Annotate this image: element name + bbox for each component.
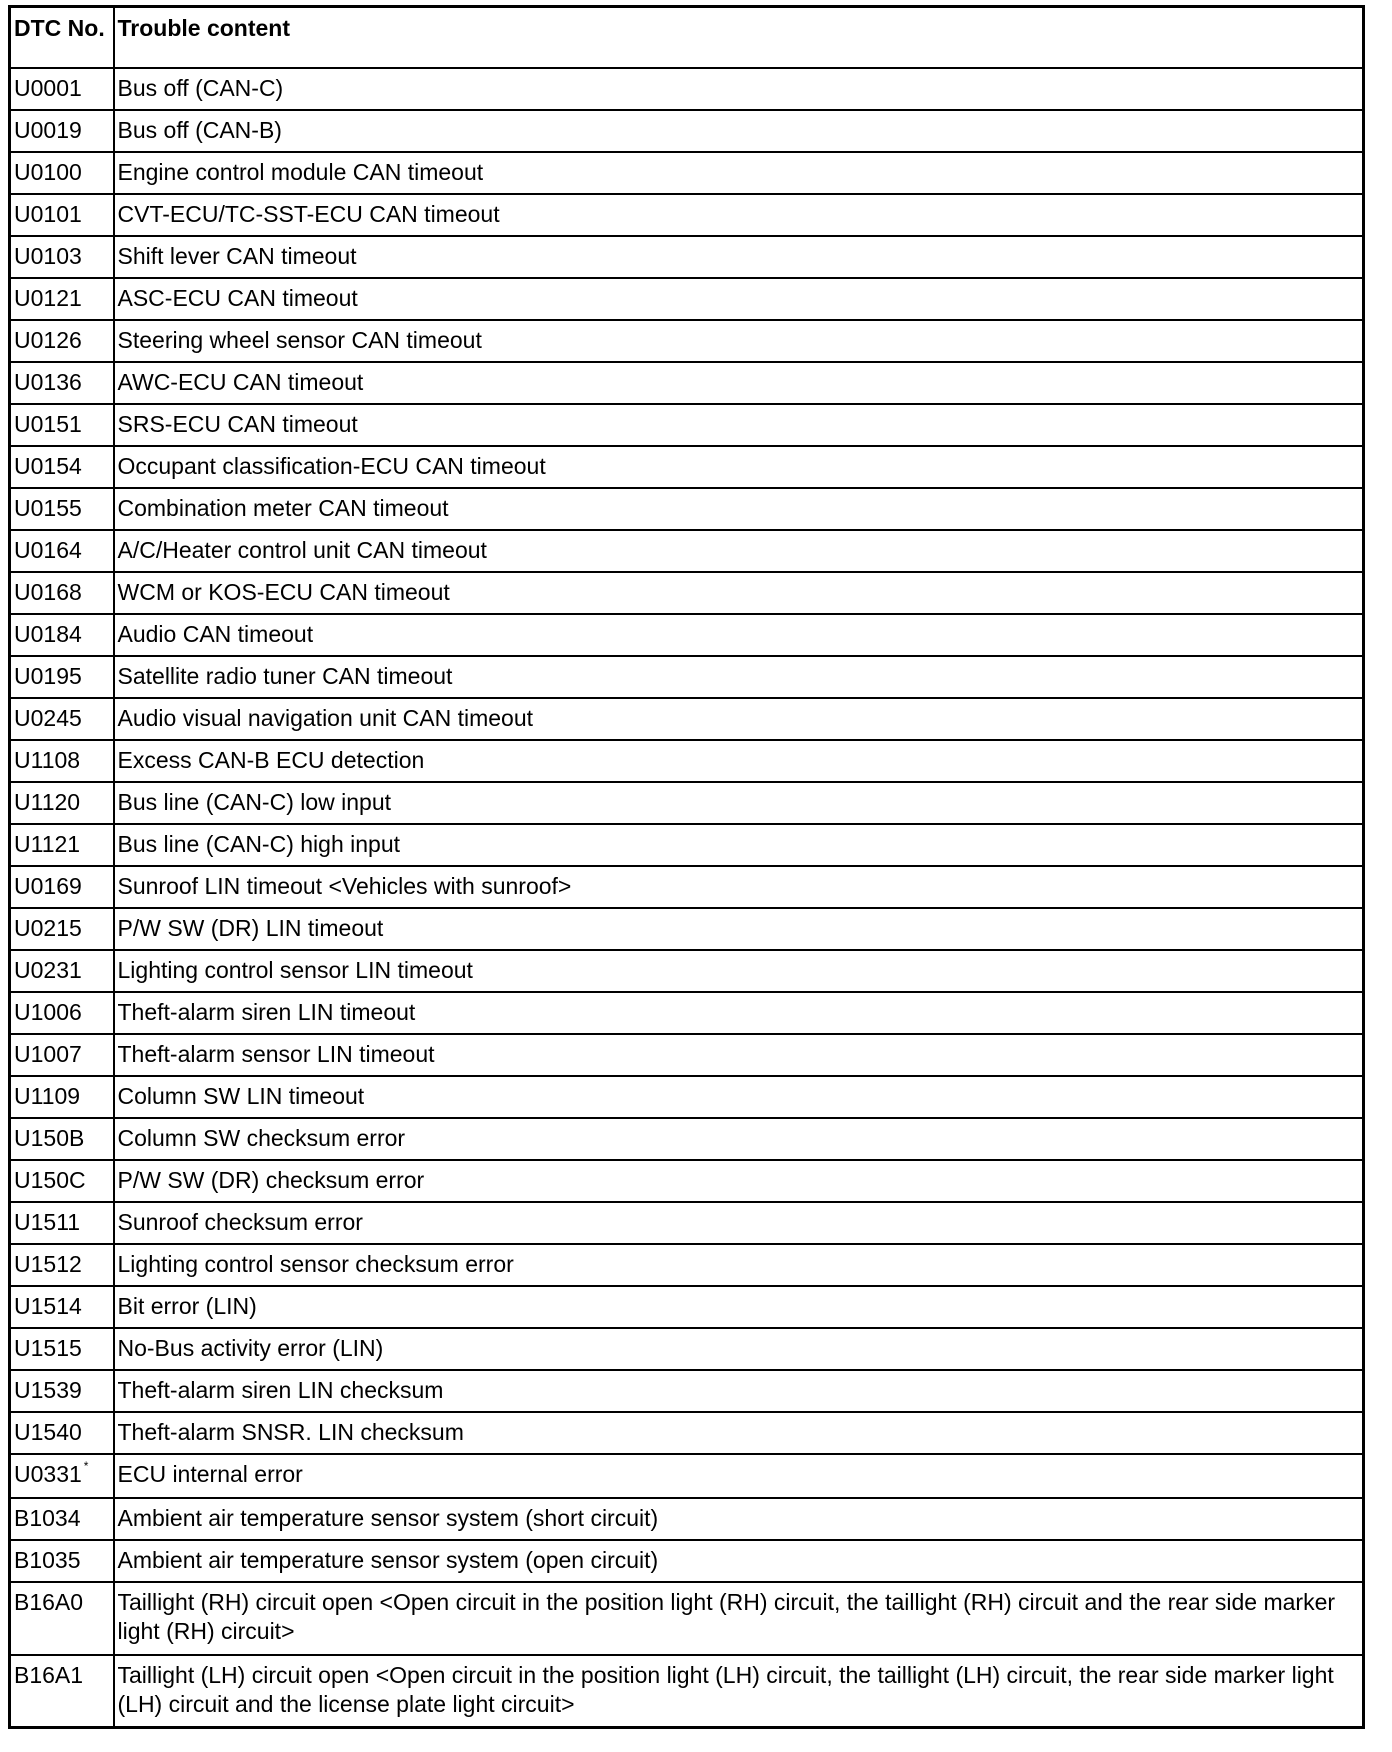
dtc-code: U1120 <box>14 788 81 815</box>
dtc-code-cell <box>10 1412 114 1454</box>
dtc-code-cell <box>10 782 114 824</box>
table-row <box>10 992 1364 1034</box>
dtc-code-cell <box>10 110 114 152</box>
table-row <box>10 278 1364 320</box>
dtc-code: U1109 <box>14 1082 81 1109</box>
dtc-code-cell <box>10 572 114 614</box>
dtc-code-cell <box>10 1034 114 1076</box>
dtc-code-cell <box>10 1370 114 1412</box>
dtc-code-cell <box>10 320 114 362</box>
header-trouble-content: Trouble content <box>114 7 1364 68</box>
trouble-content-cell: ECU internal error <box>114 1454 1364 1498</box>
trouble-content-cell: Engine control module CAN timeout <box>114 152 1364 194</box>
dtc-code: U1007 <box>14 1040 82 1067</box>
dtc-code-cell <box>10 614 114 656</box>
table-row <box>10 236 1364 278</box>
dtc-code-cell <box>10 992 114 1034</box>
table-row <box>10 1370 1364 1412</box>
dtc-code-cell <box>10 362 114 404</box>
dtc-code: U0215 <box>14 914 82 941</box>
dtc-code: U0100 <box>14 158 82 185</box>
table-row <box>10 1034 1364 1076</box>
trouble-content-cell: Steering wheel sensor CAN timeout <box>114 320 1364 362</box>
trouble-content-cell: Audio visual navigation unit CAN timeout <box>114 698 1364 740</box>
table-row <box>10 950 1364 992</box>
table-row <box>10 194 1364 236</box>
trouble-content-cell: No-Bus activity error (LIN) <box>114 1328 1364 1370</box>
dtc-code-cell <box>10 656 114 698</box>
dtc-code-cell <box>10 950 114 992</box>
table-row <box>10 488 1364 530</box>
trouble-content-cell: Excess CAN-B ECU detection <box>114 740 1364 782</box>
table-row <box>10 1498 1364 1540</box>
dtc-code: B1034 <box>14 1504 81 1531</box>
table-row <box>10 698 1364 740</box>
trouble-content-cell: Bus line (CAN-C) high input <box>114 824 1364 866</box>
dtc-code: B16A1 <box>14 1661 84 1688</box>
table-row <box>10 152 1364 194</box>
dtc-code-cell <box>10 1160 114 1202</box>
table-row <box>10 320 1364 362</box>
dtc-code: B16A0 <box>14 1588 84 1615</box>
table-row <box>10 1412 1364 1454</box>
dtc-code: U0154 <box>14 452 82 479</box>
dtc-code: U0168 <box>14 578 82 605</box>
table-row <box>10 1582 1364 1655</box>
trouble-content-cell: Satellite radio tuner CAN timeout <box>114 656 1364 698</box>
dtc-code: U0103 <box>14 242 82 269</box>
trouble-content-cell: Theft-alarm siren LIN timeout <box>114 992 1364 1034</box>
table-row <box>10 1076 1364 1118</box>
trouble-content-cell: Theft-alarm SNSR. LIN checksum <box>114 1412 1364 1454</box>
dtc-code: U150B <box>14 1124 85 1151</box>
trouble-content-cell: P/W SW (DR) LIN timeout <box>114 908 1364 950</box>
dtc-code: U0231 <box>14 956 82 983</box>
dtc-code: U0331 <box>14 1460 82 1487</box>
dtc-code: U0155 <box>14 494 82 521</box>
trouble-content-cell: Theft-alarm siren LIN checksum <box>114 1370 1364 1412</box>
trouble-content-cell: Bit error (LIN) <box>114 1286 1364 1328</box>
trouble-content-cell: WCM or KOS-ECU CAN timeout <box>114 572 1364 614</box>
trouble-content-cell: Sunroof checksum error <box>114 1202 1364 1244</box>
trouble-content-cell: A/C/Heater control unit CAN timeout <box>114 530 1364 572</box>
dtc-code: U1515 <box>14 1334 82 1361</box>
table-row <box>10 1244 1364 1286</box>
dtc-code: U0164 <box>14 536 82 563</box>
dtc-code: U0001 <box>14 74 82 101</box>
dtc-code-cell <box>10 1244 114 1286</box>
trouble-content-cell: P/W SW (DR) checksum error <box>114 1160 1364 1202</box>
table-row <box>10 1655 1364 1728</box>
table-row <box>10 614 1364 656</box>
trouble-content-cell: Taillight (RH) circuit open <Open circuit in the position light (RH) circuit, the taillight (RH) circuit and the rear side marker light (RH) circuit> <box>114 1582 1364 1655</box>
trouble-content-cell: Column SW checksum error <box>114 1118 1364 1160</box>
trouble-content-cell: ASC-ECU CAN timeout <box>114 278 1364 320</box>
table-row <box>10 1328 1364 1370</box>
dtc-code: U1512 <box>14 1250 82 1277</box>
dtc-code: U0245 <box>14 704 82 731</box>
dtc-code-cell <box>10 194 114 236</box>
dtc-code: U0136 <box>14 368 82 395</box>
table-row <box>10 824 1364 866</box>
dtc-code-cell <box>10 236 114 278</box>
trouble-content-cell: Sunroof LIN timeout <Vehicles with sunroof> <box>114 866 1364 908</box>
dtc-code-cell <box>10 1202 114 1244</box>
trouble-content-cell: Bus line (CAN-C) low input <box>114 782 1364 824</box>
dtc-code-cell <box>10 908 114 950</box>
dtc-code: U1540 <box>14 1418 82 1445</box>
dtc-code: B1035 <box>14 1546 81 1573</box>
dtc-code-cell <box>10 1582 114 1655</box>
trouble-content-cell: Audio CAN timeout <box>114 614 1364 656</box>
table-row <box>10 908 1364 950</box>
dtc-code: U150C <box>14 1166 86 1193</box>
trouble-content-cell: SRS-ECU CAN timeout <box>114 404 1364 446</box>
table-row <box>10 782 1364 824</box>
table-row <box>10 446 1364 488</box>
dtc-code: U1511 <box>14 1208 81 1235</box>
table-row <box>10 572 1364 614</box>
dtc-code-cell <box>10 1076 114 1118</box>
table-row <box>10 362 1364 404</box>
dtc-code-cell <box>10 530 114 572</box>
table-row <box>10 530 1364 572</box>
dtc-code-cell <box>10 824 114 866</box>
dtc-code-cell <box>10 1498 114 1540</box>
dtc-code: U0126 <box>14 326 82 353</box>
table-header-row <box>10 7 1364 68</box>
dtc-code-cell <box>10 866 114 908</box>
dtc-code-cell <box>10 152 114 194</box>
dtc-code: U0121 <box>14 284 82 311</box>
dtc-code: U0019 <box>14 116 82 143</box>
trouble-content-cell: Shift lever CAN timeout <box>114 236 1364 278</box>
trouble-content-cell: AWC-ECU CAN timeout <box>114 362 1364 404</box>
trouble-content-cell: Lighting control sensor LIN timeout <box>114 950 1364 992</box>
dtc-code-cell <box>10 446 114 488</box>
table-row <box>10 866 1364 908</box>
dtc-code: U0184 <box>14 620 82 647</box>
dtc-code-cell <box>10 1286 114 1328</box>
table-body <box>10 68 1364 1728</box>
dtc-code-cell <box>10 1540 114 1582</box>
table-row <box>10 110 1364 152</box>
trouble-content-cell: Ambient air temperature sensor system (short circuit) <box>114 1498 1364 1540</box>
trouble-content-cell: CVT-ECU/TC-SST-ECU CAN timeout <box>114 194 1364 236</box>
table-row <box>10 740 1364 782</box>
dtc-code: U1108 <box>14 746 81 773</box>
table-row <box>10 656 1364 698</box>
dtc-code: U1121 <box>14 830 81 857</box>
dtc-code: U0101 <box>14 200 82 227</box>
dtc-code-cell <box>10 278 114 320</box>
table-row <box>10 404 1364 446</box>
table-row <box>10 1286 1364 1328</box>
table-row <box>10 1160 1364 1202</box>
dtc-code-cell <box>10 1454 114 1498</box>
trouble-content-cell: Ambient air temperature sensor system (open circuit) <box>114 1540 1364 1582</box>
dtc-code-cell <box>10 1655 114 1728</box>
header-dtc-no: DTC No. <box>10 7 114 68</box>
table-row <box>10 1202 1364 1244</box>
table-row <box>10 1454 1364 1498</box>
dtc-code-cell <box>10 68 114 110</box>
dtc-code: U1514 <box>14 1292 82 1319</box>
dtc-table <box>8 5 1365 1729</box>
dtc-code-cell <box>10 488 114 530</box>
trouble-content-cell: Bus off (CAN-C) <box>114 68 1364 110</box>
dtc-code: U1006 <box>14 998 82 1025</box>
dtc-code: U1539 <box>14 1376 82 1403</box>
dtc-code-cell <box>10 404 114 446</box>
dtc-code-cell <box>10 698 114 740</box>
trouble-content-cell: Theft-alarm sensor LIN timeout <box>114 1034 1364 1076</box>
dtc-code-cell <box>10 1328 114 1370</box>
trouble-content-cell: Bus off (CAN-B) <box>114 110 1364 152</box>
dtc-code: U0169 <box>14 872 82 899</box>
table-row <box>10 1118 1364 1160</box>
trouble-content-cell: Taillight (LH) circuit open <Open circuit in the position light (LH) circuit, the taillight (LH) circuit, the rear side marker light (LH) circuit and the license plate light circuit> <box>114 1655 1364 1728</box>
dtc-code: U0151 <box>14 410 82 437</box>
dtc-code: U0195 <box>14 662 82 689</box>
trouble-content-cell: Occupant classification-ECU CAN timeout <box>114 446 1364 488</box>
dtc-code-cell <box>10 740 114 782</box>
table-row <box>10 68 1364 110</box>
dtc-code-cell <box>10 1118 114 1160</box>
table-row <box>10 1540 1364 1582</box>
footnote-mark: * <box>83 1458 89 1473</box>
trouble-content-cell: Lighting control sensor checksum error <box>114 1244 1364 1286</box>
trouble-content-cell: Column SW LIN timeout <box>114 1076 1364 1118</box>
trouble-content-cell: Combination meter CAN timeout <box>114 488 1364 530</box>
